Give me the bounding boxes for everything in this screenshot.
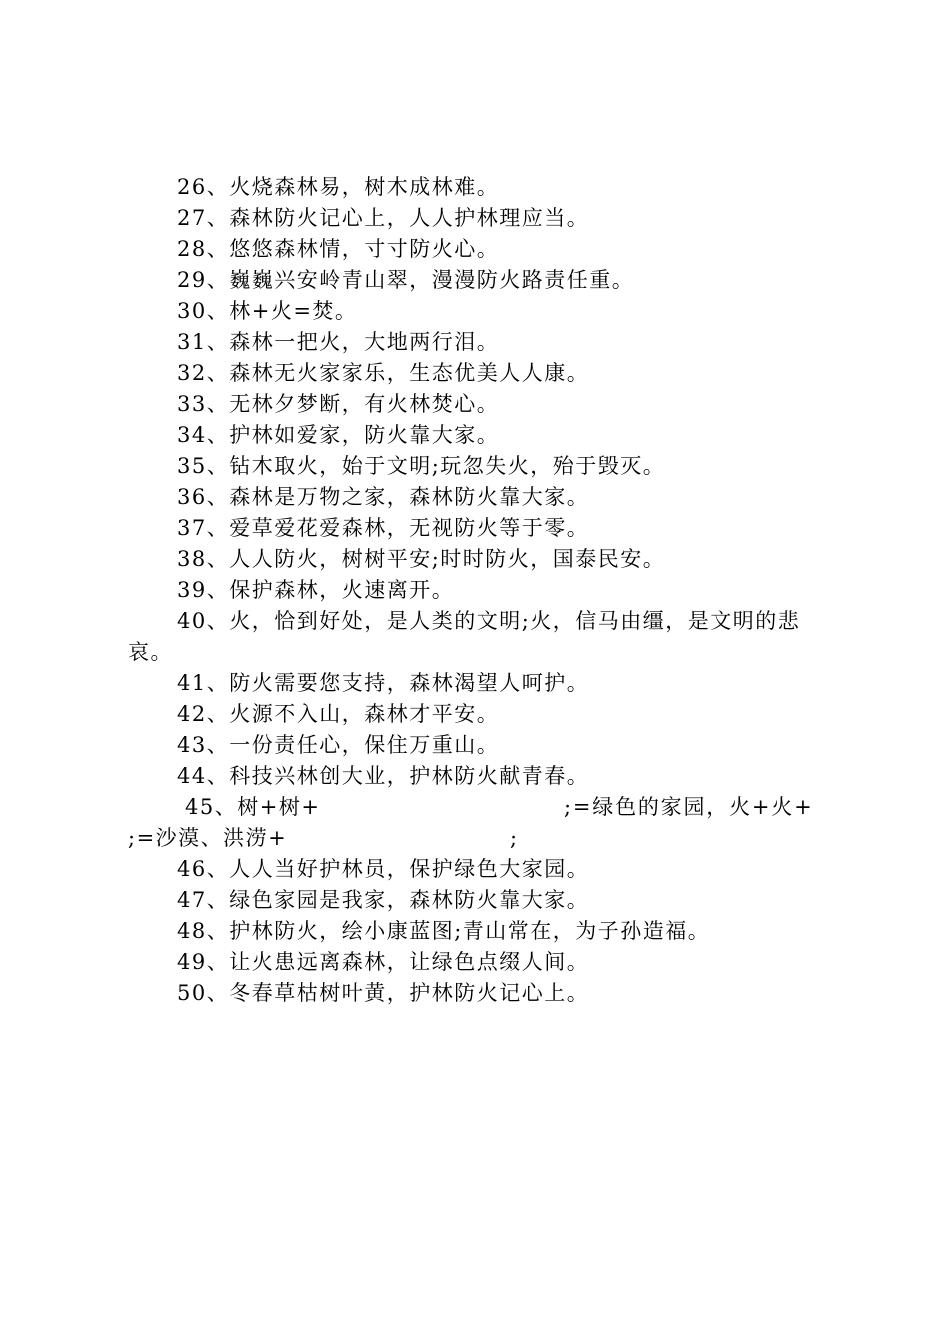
slogan-42: 42、火源不入山，森林才平安。 xyxy=(177,702,500,726)
slogan-47: 47、绿色家园是我家，森林防火靠大家。 xyxy=(177,888,590,912)
slogan-45-part1: 45、树+树+ xyxy=(185,795,321,819)
slogan-49: 49、让火患远离森林，让绿色点缀人间。 xyxy=(177,950,590,974)
slogan-45-part2: ;=绿色的家园，火+火+ xyxy=(564,795,814,819)
slogan-48: 48、护林防火，绘小康蓝图;青山常在，为子孙造福。 xyxy=(177,919,711,943)
slogan-32: 32、森林无火家家乐，生态优美人人康。 xyxy=(177,361,590,385)
slogan-27: 27、森林防火记心上，人人护林理应当。 xyxy=(177,206,590,230)
slogan-30: 30、林+火=焚。 xyxy=(177,299,358,323)
slogan-26: 26、火烧森林易，树木成林难。 xyxy=(177,175,500,199)
slogan-39: 39、保护森林，火速离开。 xyxy=(177,578,455,602)
slogan-28: 28、悠悠森林情，寸寸防火心。 xyxy=(177,237,500,261)
slogan-37: 37、爱草爱花爱森林，无视防火等于零。 xyxy=(177,516,590,540)
slogan-35: 35、钻木取火，始于文明;玩忽失火，殆于毁灭。 xyxy=(177,454,666,478)
slogan-33: 33、无林夕梦断，有火林焚心。 xyxy=(177,392,500,416)
slogan-45-line-1 xyxy=(128,792,834,823)
slogan-43: 43、一份责任心，保住万重山。 xyxy=(177,733,500,757)
slogan-45-line-2 xyxy=(128,823,834,854)
slogan-46: 46、人人当好护林员，保护绿色大家园。 xyxy=(177,857,590,881)
slogan-29: 29、巍巍兴安岭青山翠，漫漫防火路责任重。 xyxy=(177,268,635,292)
slogan-36: 36、森林是万物之家，森林防火靠大家。 xyxy=(177,485,590,509)
slogan-38: 38、人人防火，树树平安;时时防火，国泰民安。 xyxy=(177,547,666,571)
slogan-40: 40、火，恰到好处，是人类的文明;火，信马由缰，是文明的悲哀。 xyxy=(128,609,801,664)
slogan-31: 31、森林一把火，大地两行泪。 xyxy=(177,330,500,354)
slogan-41: 41、防火需要您支持，森林渴望人呵护。 xyxy=(177,671,590,695)
slogan-44: 44、科技兴林创大业，护林防火献青春。 xyxy=(177,764,590,788)
slogan-list xyxy=(128,172,834,1009)
slogan-45-part3: ;=沙漠、洪涝+ xyxy=(128,826,288,850)
slogan-34: 34、护林如爱家，防火靠大家。 xyxy=(177,423,500,447)
slogan-45-part4: ; xyxy=(510,826,518,850)
slogan-50: 50、冬春草枯树叶黄，护林防火记心上。 xyxy=(177,981,590,1005)
